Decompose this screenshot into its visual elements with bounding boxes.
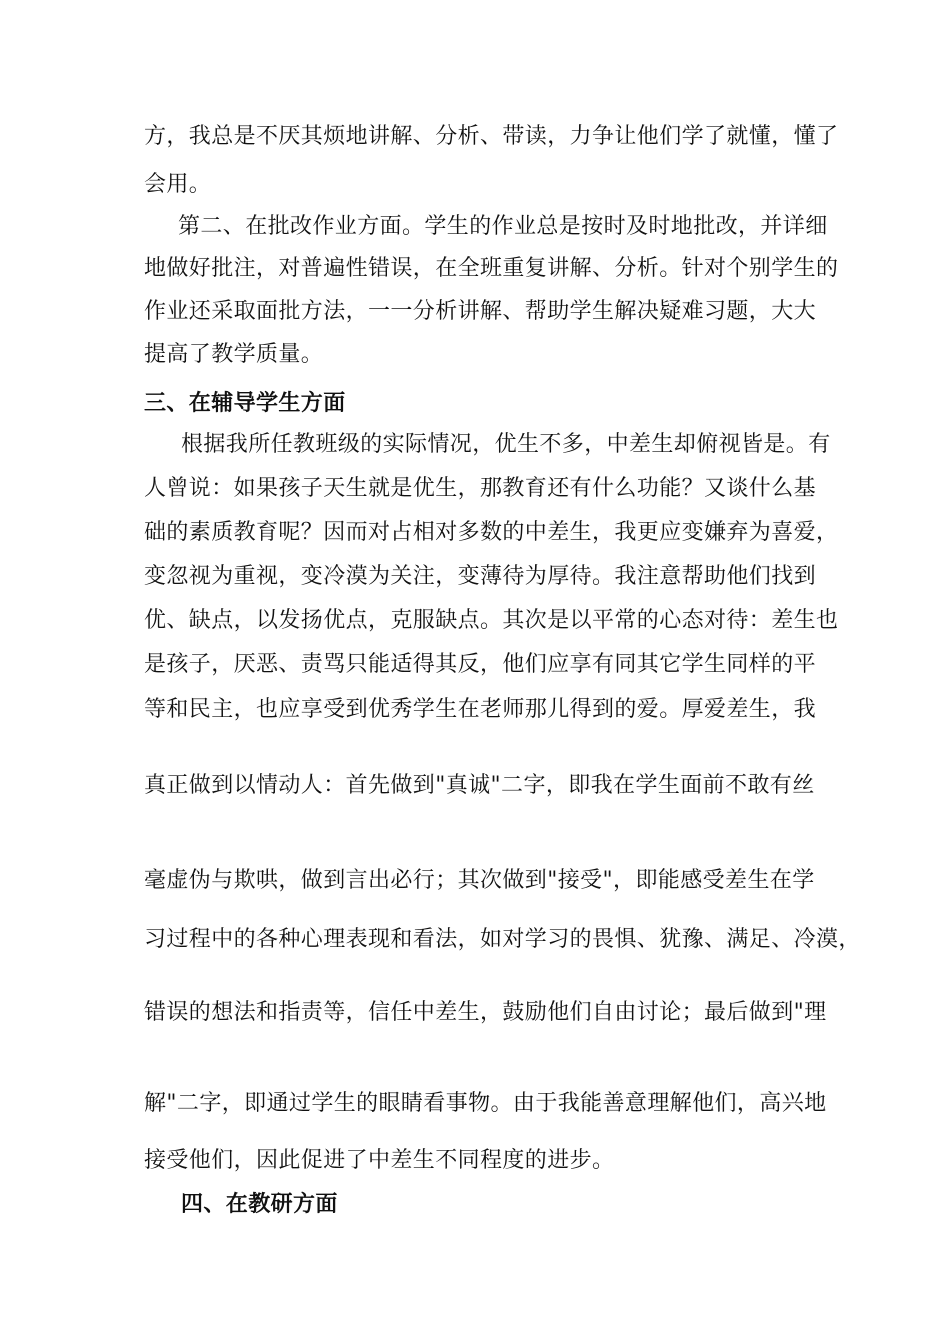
paragraph-line: 作业还采取面批方法，一一分析讲解、帮助学生解决疑难习题，大大 — [144, 299, 817, 324]
paragraph-line: 方，我总是不厌其烦地讲解、分析、带读，力争让他们学了就懂，懂了 — [144, 124, 839, 149]
paragraph-line: 会用。 — [144, 172, 212, 197]
paragraph-line: 习过程中的各种心理表现和看法，如对学习的畏惧、犹豫、满足、冷漠， — [144, 927, 861, 952]
paragraph-line: 根据我所任教班级的实际情况，优生不多，中差生却俯视皆是。有 — [181, 432, 831, 457]
paragraph-line: 础的素质教育呢？因而对占相对多数的中差生，我更应变嫌弃为喜爱， — [144, 520, 839, 545]
paragraph-line: 优、缺点，以发扬优点，克服缺点。其次是以平常的心态对待：差生也 — [144, 608, 839, 633]
section-heading: 三、在辅导学生方面 — [144, 390, 346, 416]
paragraph-line: 接受他们，因此促进了中差生不同程度的进步。 — [144, 1148, 615, 1173]
paragraph-line: 提高了教学质量。 — [144, 342, 324, 367]
paragraph-line: 第二、在批改作业方面。学生的作业总是按时及时地批改，并详细 — [178, 214, 828, 239]
paragraph-line: 真正做到以情动人：首先做到"真诚"二字，即我在学生面前不敢有丝 — [144, 773, 815, 798]
section-heading: 四、在教研方面 — [181, 1191, 338, 1217]
paragraph-line: 毫虚伪与欺哄，做到言出必行；其次做到"接受"，即能感受差生在学 — [144, 868, 815, 893]
paragraph-line: 解"二字，即通过学生的眼睛看事物。由于我能善意理解他们，高兴地 — [144, 1091, 827, 1116]
paragraph-line: 地做好批注，对普遍性错误，在全班重复讲解、分析。针对个别学生的 — [144, 256, 839, 281]
paragraph-line: 变忽视为重视，变冷漠为关注，变薄待为厚待。我注意帮助他们找到 — [144, 564, 817, 589]
paragraph-line: 是孩子，厌恶、责骂只能适得其反，他们应享有同其它学生同样的平 — [144, 652, 817, 677]
paragraph-line: 人曾说：如果孩子天生就是优生，那教育还有什么功能？又谈什么基 — [144, 476, 817, 501]
paragraph-line: 等和民主，也应享受到优秀学生在老师那儿得到的爱。厚爱差生，我 — [144, 697, 817, 722]
paragraph-line: 错误的想法和指责等，信任中差生，鼓励他们自由讨论；最后做到"理 — [144, 1000, 827, 1025]
